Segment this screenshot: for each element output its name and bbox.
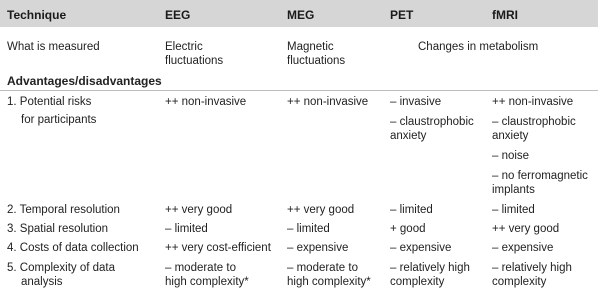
row1-fmri-line8: – no ferromagnetic bbox=[492, 170, 588, 182]
row1-label-line2: for participants bbox=[21, 114, 97, 126]
row5-fmri-line2: complexity bbox=[492, 276, 547, 288]
row3-eeg: – limited bbox=[165, 223, 208, 235]
measured-label: What is measured bbox=[7, 41, 100, 53]
row1-meg: ++ non-invasive bbox=[287, 96, 369, 108]
measured-eeg-line2: fluctuations bbox=[165, 55, 224, 67]
measured-meg-line1: Magnetic bbox=[287, 41, 334, 53]
row1-eeg: ++ non-invasive bbox=[165, 96, 247, 108]
table-header bbox=[0, 0, 598, 27]
row5-label-line2: analysis bbox=[21, 276, 63, 288]
row4-meg: – expensive bbox=[287, 242, 349, 254]
row2-fmri: – limited bbox=[492, 204, 535, 216]
row1-fmri-line4: anxiety bbox=[492, 130, 529, 142]
row1-fmri-line9: implants bbox=[492, 184, 535, 196]
row3-meg: – limited bbox=[287, 223, 330, 235]
measured-eeg-line1: Electric bbox=[165, 41, 203, 53]
row1-fmri-line1: ++ non-invasive bbox=[492, 96, 574, 108]
row2-pet: – limited bbox=[390, 204, 433, 216]
row1-fmri-line3: – claustrophobic bbox=[492, 116, 576, 128]
row3-label: 3. Spatial resolution bbox=[7, 223, 109, 235]
row4-fmri: – expensive bbox=[492, 242, 554, 254]
row5-eeg-line2: high complexity* bbox=[165, 276, 249, 288]
row1-pet-line1: – invasive bbox=[390, 96, 442, 108]
row3-pet: + good bbox=[390, 223, 426, 235]
row2-eeg: ++ very good bbox=[165, 204, 233, 216]
row1-pet-line4: anxiety bbox=[390, 130, 427, 142]
row1-label-line1: 1. Potential risks bbox=[7, 96, 92, 108]
row4-label: 4. Costs of data collection bbox=[7, 242, 139, 254]
row5-meg-line2: high complexity* bbox=[287, 276, 371, 288]
row5-fmri-line1: – relatively high bbox=[492, 262, 572, 274]
row2-label: 2. Temporal resolution bbox=[7, 204, 120, 216]
row5-meg-line1: – moderate to bbox=[287, 262, 358, 274]
header-technique: Technique bbox=[7, 8, 67, 22]
row5-label-line1: 5. Complexity of data bbox=[7, 262, 116, 274]
row5-pet-line2: complexity bbox=[390, 276, 445, 288]
header-fmri: fMRI bbox=[492, 8, 518, 22]
row1-fmri-line6: – noise bbox=[492, 150, 530, 162]
header-pet: PET bbox=[390, 8, 414, 22]
section-title: Advantages/disadvantages bbox=[7, 74, 162, 88]
header-meg: MEG bbox=[287, 8, 315, 22]
row5-pet-line1: – relatively high bbox=[390, 262, 470, 274]
measured-meg-line2: fluctuations bbox=[287, 55, 346, 67]
measured-pet-fmri: Changes in metabolism bbox=[418, 41, 539, 53]
row1-pet-line3: – claustrophobic bbox=[390, 116, 474, 128]
row3-fmri: ++ very good bbox=[492, 223, 560, 235]
row4-pet: – expensive bbox=[390, 242, 452, 254]
row2-meg: ++ very good bbox=[287, 204, 355, 216]
row4-eeg: ++ very cost-efficient bbox=[165, 242, 271, 254]
row5-eeg-line1: – moderate to bbox=[165, 262, 236, 274]
header-eeg: EEG bbox=[165, 8, 191, 22]
divider bbox=[0, 90, 598, 91]
